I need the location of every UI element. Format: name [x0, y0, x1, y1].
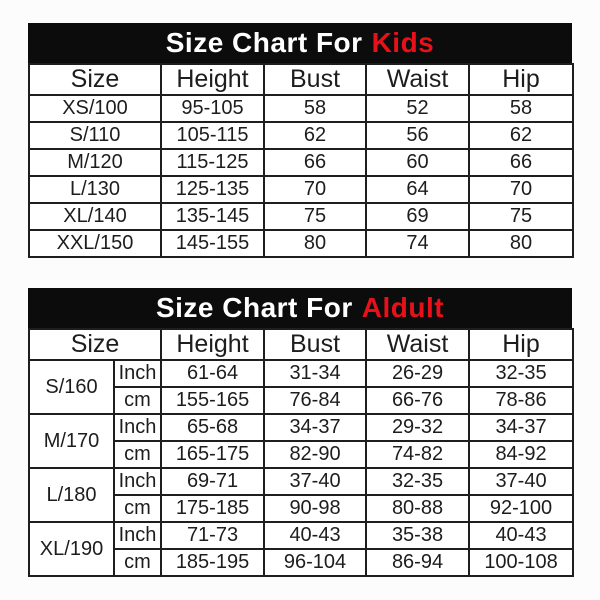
- table-cell: 66-76: [366, 387, 469, 414]
- table-row: [29, 468, 573, 495]
- table-cell: 66: [469, 149, 573, 176]
- table-cell: 61-64: [161, 360, 264, 387]
- table-cell: 125-135: [161, 176, 264, 203]
- table-cell: 155-165: [161, 387, 264, 414]
- unit-label-cell: Inch: [114, 522, 161, 549]
- table-cell: 56: [366, 122, 469, 149]
- unit-label-cell: Inch: [114, 414, 161, 441]
- table-cell: 35-38: [366, 522, 469, 549]
- row-size-label: XL/140: [29, 203, 161, 230]
- table-cell: 80: [264, 230, 366, 257]
- table-cell: 95-105: [161, 95, 264, 122]
- table-cell: 37-40: [264, 468, 366, 495]
- table-cell: 29-32: [366, 414, 469, 441]
- table-cell: 185-195: [161, 549, 264, 576]
- table-cell: 62: [264, 122, 366, 149]
- table-cell: 70: [264, 176, 366, 203]
- table-cell: 52: [366, 95, 469, 122]
- adult-size-table: [28, 328, 574, 577]
- table-cell: 92-100: [469, 495, 573, 522]
- table-cell: 58: [469, 95, 573, 122]
- row-size-label: S/160: [29, 360, 114, 414]
- table-row: [29, 230, 573, 257]
- table-cell: 58: [264, 95, 366, 122]
- table-cell: 40-43: [469, 522, 573, 549]
- table-cell: 74: [366, 230, 469, 257]
- unit-label-cell: cm: [114, 549, 161, 576]
- table-row: [29, 360, 573, 387]
- table-cell: 145-155: [161, 230, 264, 257]
- row-size-label: M/120: [29, 149, 161, 176]
- table-cell: 32-35: [469, 360, 573, 387]
- kids-header-row: [29, 64, 573, 95]
- row-size-label: XXL/150: [29, 230, 161, 257]
- column-header: Hip: [469, 329, 573, 360]
- unit-label-cell: cm: [114, 495, 161, 522]
- table-cell: 69-71: [161, 468, 264, 495]
- kids-chart-title: [28, 23, 572, 63]
- table-cell: 76-84: [264, 387, 366, 414]
- table-cell: 70: [469, 176, 573, 203]
- table-row: [29, 149, 573, 176]
- table-row: [29, 176, 573, 203]
- table-row: [29, 414, 573, 441]
- table-row: [29, 122, 573, 149]
- table-cell: 60: [366, 149, 469, 176]
- row-size-label: XS/100: [29, 95, 161, 122]
- table-row: [29, 522, 573, 549]
- table-cell: 64: [366, 176, 469, 203]
- adult-size-chart: [28, 288, 572, 577]
- row-size-label: XL/190: [29, 522, 114, 576]
- kids-size-table: [28, 63, 574, 258]
- table-cell: 86-94: [366, 549, 469, 576]
- adult-title-prefix: Size Chart For: [155, 292, 353, 323]
- column-header: Height: [161, 64, 264, 95]
- table-cell: 26-29: [366, 360, 469, 387]
- column-header: Height: [161, 329, 264, 360]
- table-cell: 34-37: [264, 414, 366, 441]
- column-header: Size: [29, 64, 161, 95]
- adult-title-highlight: Aldult: [361, 292, 445, 323]
- table-cell: 65-68: [161, 414, 264, 441]
- kids-title-highlight: Kids: [371, 27, 435, 58]
- unit-label-cell: Inch: [114, 360, 161, 387]
- table-row: [29, 203, 573, 230]
- column-header: Bust: [264, 64, 366, 95]
- table-cell: 175-185: [161, 495, 264, 522]
- table-row: [29, 95, 573, 122]
- table-cell: 34-37: [469, 414, 573, 441]
- table-cell: 40-43: [264, 522, 366, 549]
- table-cell: 115-125: [161, 149, 264, 176]
- table-cell: 31-34: [264, 360, 366, 387]
- table-cell: 165-175: [161, 441, 264, 468]
- table-cell: 62: [469, 122, 573, 149]
- table-cell: 82-90: [264, 441, 366, 468]
- row-size-label: S/110: [29, 122, 161, 149]
- table-cell: 66: [264, 149, 366, 176]
- unit-label-cell: cm: [114, 387, 161, 414]
- table-cell: 75: [264, 203, 366, 230]
- column-header: Hip: [469, 64, 573, 95]
- table-cell: 100-108: [469, 549, 573, 576]
- table-cell: 135-145: [161, 203, 264, 230]
- table-cell: 84-92: [469, 441, 573, 468]
- column-header: Waist: [366, 329, 469, 360]
- kids-size-chart: [28, 23, 572, 258]
- unit-label-cell: Inch: [114, 468, 161, 495]
- table-cell: 105-115: [161, 122, 264, 149]
- table-cell: 80: [469, 230, 573, 257]
- table-cell: 75: [469, 203, 573, 230]
- table-cell: 71-73: [161, 522, 264, 549]
- table-cell: 96-104: [264, 549, 366, 576]
- table-cell: 74-82: [366, 441, 469, 468]
- kids-title-prefix: Size Chart For: [165, 27, 363, 58]
- adult-header-row: [29, 329, 573, 360]
- table-cell: 32-35: [366, 468, 469, 495]
- column-header: Size: [29, 329, 161, 360]
- unit-label-cell: cm: [114, 441, 161, 468]
- table-cell: 90-98: [264, 495, 366, 522]
- row-size-label: L/130: [29, 176, 161, 203]
- adult-chart-title: [28, 288, 572, 328]
- table-cell: 80-88: [366, 495, 469, 522]
- row-size-label: M/170: [29, 414, 114, 468]
- table-cell: 78-86: [469, 387, 573, 414]
- table-cell: 37-40: [469, 468, 573, 495]
- column-header: Waist: [366, 64, 469, 95]
- row-size-label: L/180: [29, 468, 114, 522]
- table-cell: 69: [366, 203, 469, 230]
- column-header: Bust: [264, 329, 366, 360]
